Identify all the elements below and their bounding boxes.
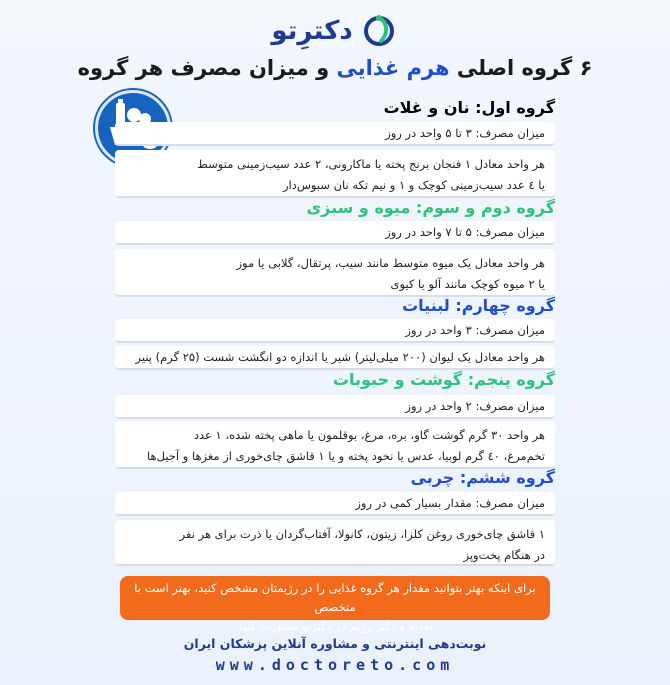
group-5-unit [115, 520, 555, 566]
group-2-unit [115, 249, 555, 297]
page-title [0, 56, 670, 80]
brand-logo [0, 8, 670, 54]
footer-tagline: نوبت‌دهی اینترنتی و مشاوره آنلاین پزشکان ایران [183, 636, 487, 651]
group-1-amount: میزان مصرف: ۳ تا ۵ واحد در روز [115, 122, 555, 146]
group-1-unit [115, 150, 555, 198]
title-prefix: ۶ گروه اصلی [456, 56, 593, 80]
group-4-title: گروه پنجم: گوشت و حبوبات [332, 370, 555, 389]
group-5-title: گروه ششم: چربی [410, 468, 555, 487]
group-5-unit-line-2: در هنگام پخت‌وپز [463, 548, 545, 562]
group-1-unit-line-2: یا ٤ عدد سیب‌زمینی کوچک و ۱ و نیم تکه نان سبوس‌دار [282, 178, 545, 192]
group-3-amount: میزان مصرف: ۳ واحد در روز [115, 319, 555, 343]
website-link[interactable]: www.doctoreto.com [215, 656, 455, 674]
logo-text: دکترِتو [271, 16, 353, 46]
group-3-title: گروه چهارم: لبنیات [402, 296, 555, 315]
group-5-amount: میزان مصرف: مقدار بسیار کمی در روز [115, 492, 555, 516]
group-4-amount: میزان مصرف: ۲ واحد در روز [115, 395, 555, 419]
advice-line-1: برای اینکه بهتر بتوانید مقدار هر گروه غذایی را در رژیمتان مشخص کنید، بهتر است با متخصص [134, 581, 536, 614]
group-2-unit-line-1: هر واحد معادل یک میوه متوسط مانند سیب، پرتقال، گلابی یا موز [236, 256, 545, 270]
group-5-unit-line-1: ۱ قاشق چای‌خوری روغن کلزا، زیتون، کانولا، آفتاب‌گردان یا ذرت برای هر نفر [179, 527, 545, 541]
group-2-title: گروه دوم و سوم: میوه و سبزی [306, 198, 555, 217]
group-4-unit-line-1: هر واحد ۳۰ گرم گوشت گاو، بره، مرغ، بوقلمون یا ماهی پخته شده، ۱ عدد [193, 428, 545, 442]
advice-banner [120, 576, 550, 633]
title-suffix: و میزان مصرف هر گروه [77, 56, 330, 80]
group-1-title: گروه اول: نان و غلات [383, 98, 555, 117]
advice-line-2: تغذیه و دکتر رژیم در دکترتو مشورت کنید [237, 619, 433, 633]
group-1-unit-line-1: هر واحد معادل ۱ فنجان برنج پخته یا ماکارونی، ۲ عدد سیب‌زمینی متوسط [197, 157, 545, 171]
group-3-unit: هر واحد معادل یک لیوان (۲۰۰ میلی‌لیتر) شیر یا اندازه دو انگشت شست (۲۵ گرم) پنیر [115, 346, 555, 370]
doctoreto-logo-icon [359, 11, 399, 51]
group-4-unit-line-2: تخم‌مرغ، ٤۰ گرم لوبیا، عدس یا نخود پخته و یا ۱ قاشق چای‌خوری از مغزها و آجیل‌ها [147, 449, 545, 463]
group-4-unit [115, 421, 555, 469]
group-2-amount: میزان مصرف: ۵ تا ۷ واحد در روز [115, 221, 555, 245]
group-2-unit-line-2: یا ۲ میوه کوچک مانند آلو یا کیوی [390, 277, 545, 291]
title-highlight: هرم غذایی [336, 56, 450, 80]
